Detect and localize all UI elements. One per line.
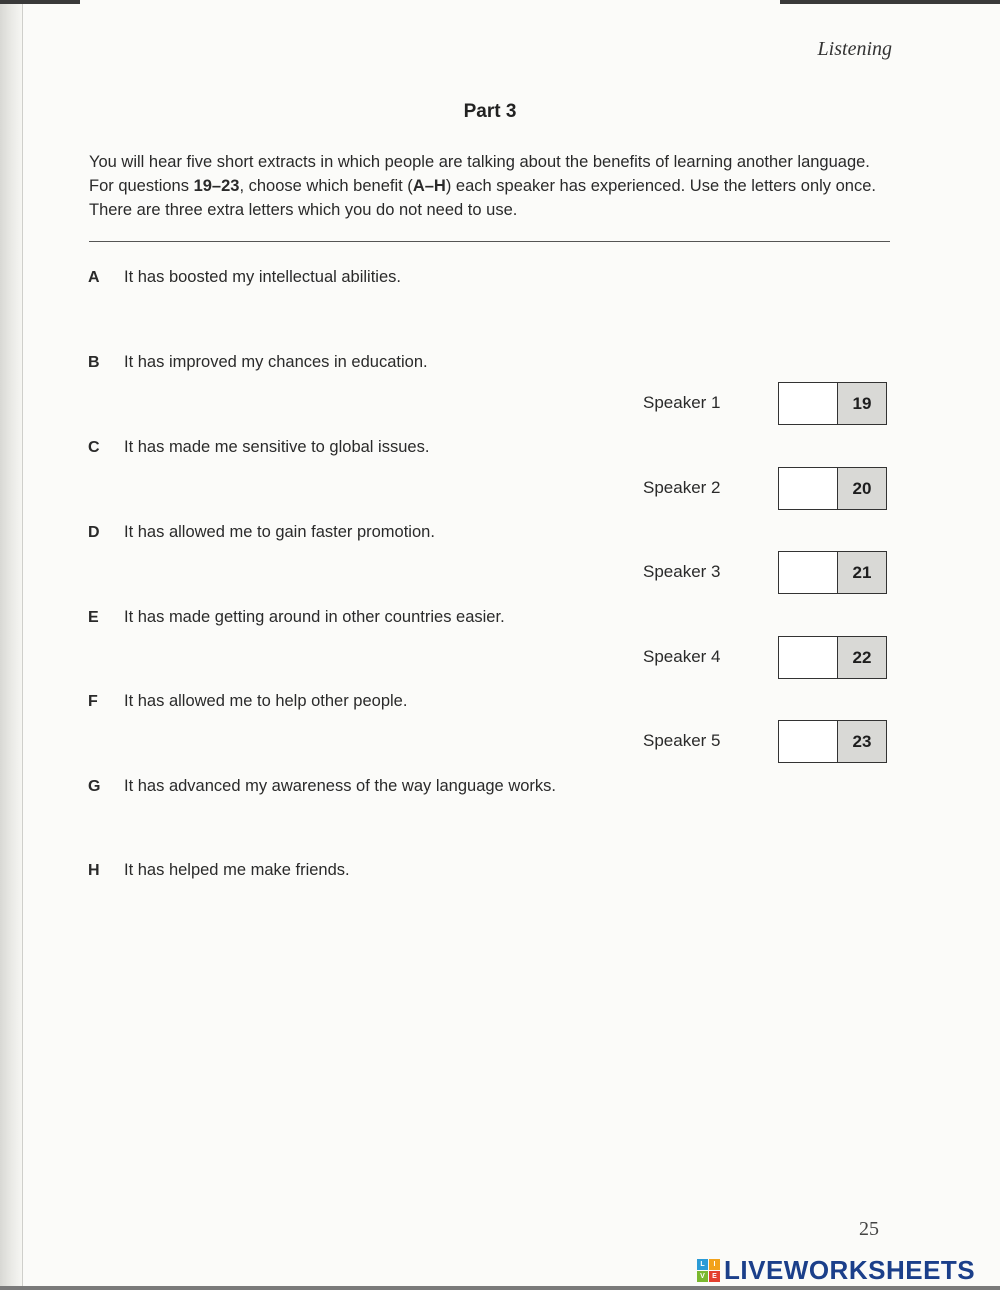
instructions: You will hear five short extracts in which people are talking about the benefits of learning another language. For questions 19–23, choose which benefit (A–H) each speaker has experienced. Use the letters only once. There are three extra letters which you do not need to use. [89, 153, 876, 219]
option-text: It has helped me make friends. [124, 861, 350, 879]
running-head: Listening [817, 38, 892, 60]
speaker-3-answer-box [778, 551, 887, 594]
answer-input-20[interactable] [779, 468, 843, 511]
speaker-5-answer-box [778, 720, 887, 763]
option-e [88, 608, 505, 627]
liveworksheets-logo-text: LIVEWORKSHEETS [724, 1254, 976, 1285]
option-d [88, 523, 435, 542]
logo-tile: E [709, 1271, 720, 1282]
option-a [88, 268, 401, 287]
option-text: It has improved my chances in education. [124, 353, 428, 371]
option-letter: D [88, 524, 100, 541]
answer-input-22[interactable] [779, 637, 843, 680]
speaker-4-answer-box [778, 636, 887, 679]
part-title: Part 3 [463, 101, 517, 122]
option-h [88, 861, 350, 880]
option-text: It has allowed me to help other people. [124, 692, 408, 710]
option-c [88, 438, 429, 457]
option-letter: H [88, 862, 100, 879]
logo-tile: I [709, 1259, 720, 1270]
option-text: It has boosted my intellectual abilities. [124, 268, 401, 286]
page-bottom-edge [0, 1286, 1000, 1290]
speaker-1-answer-box [778, 382, 887, 425]
option-letter: C [88, 439, 100, 456]
question-number: 19 [837, 383, 886, 424]
question-number: 22 [837, 637, 886, 678]
option-letter: A [88, 269, 100, 286]
question-number: 21 [837, 552, 886, 593]
option-text: It has allowed me to gain faster promotion. [124, 523, 435, 541]
option-letter: E [88, 609, 99, 626]
option-text: It has advanced my awareness of the way language works. [124, 777, 556, 795]
option-letter: B [88, 354, 100, 371]
question-number: 23 [837, 721, 886, 762]
option-text: It has made me sensitive to global issues. [124, 438, 430, 456]
logo-tile: V [697, 1271, 708, 1282]
speaker-5-label: Speaker 5 [643, 731, 721, 750]
speaker-2-answer-box [778, 467, 887, 510]
speaker-4-label: Speaker 4 [643, 647, 721, 666]
answer-input-19[interactable] [779, 383, 843, 426]
divider-rule [89, 241, 890, 242]
speaker-1-label: Speaker 1 [643, 393, 721, 412]
option-f [88, 692, 407, 711]
liveworksheets-logo [697, 1254, 975, 1286]
page-number: 25 [859, 1218, 879, 1240]
option-letter: F [88, 693, 98, 710]
page-binding-edge [0, 0, 23, 1290]
option-b [88, 353, 428, 372]
answer-input-23[interactable] [779, 721, 843, 764]
option-text: It has made getting around in other countries easier. [124, 608, 505, 626]
answer-input-21[interactable] [779, 552, 843, 595]
option-letter: G [88, 778, 101, 795]
question-number: 20 [837, 468, 886, 509]
speaker-3-label: Speaker 3 [643, 562, 721, 581]
liveworksheets-logo-icon [697, 1259, 720, 1282]
speaker-2-label: Speaker 2 [643, 478, 721, 497]
logo-tile: L [697, 1259, 708, 1270]
option-g [88, 777, 556, 796]
